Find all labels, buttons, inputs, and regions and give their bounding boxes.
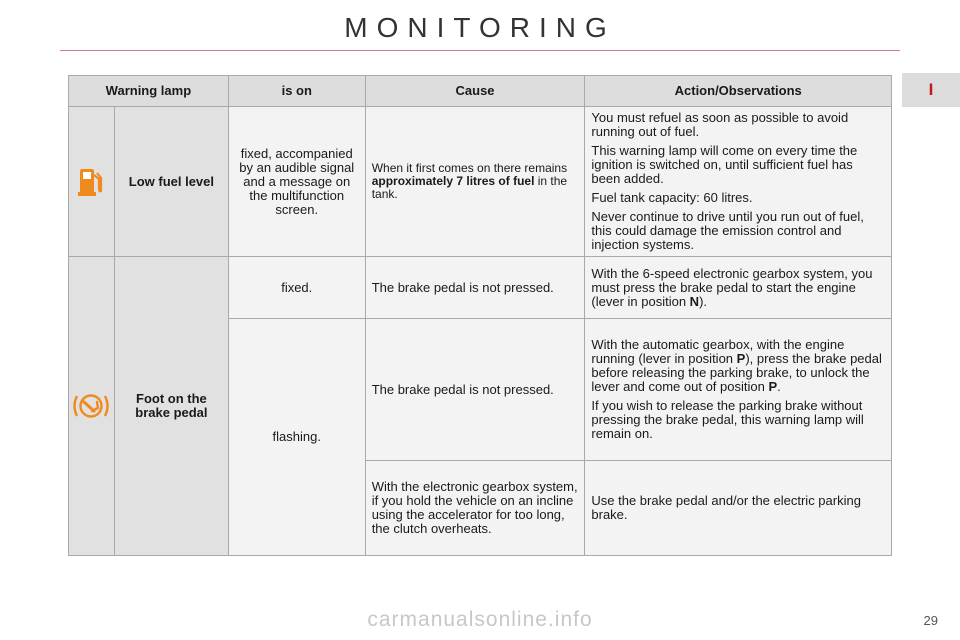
obs1-text-b: ), press the brake pedal before releasing the parking brake, to unlock the lever and come out of position — [591, 351, 882, 394]
foot-on-brake-icon — [70, 391, 113, 421]
brake-flashing-obs-1 — [591, 338, 885, 394]
brake-fixed-is-on: fixed. — [228, 257, 365, 319]
watermark: carmanualsonline.info — [367, 608, 593, 631]
low-fuel-name: Low fuel level — [114, 107, 228, 257]
fuel-pump-icon — [70, 167, 113, 197]
obs1-position-a: P — [736, 351, 746, 366]
low-fuel-lamp-cell — [69, 107, 115, 257]
brake-incline-cause: With the electronic gearbox system, if you hold the vehicle on an incline using the accelerator for too long, the clutch overheats. — [365, 461, 585, 556]
low-fuel-cause-end: in the tank. — [371, 174, 568, 201]
obs1-text-c: . — [777, 379, 781, 394]
brake-lamp-cell — [69, 257, 115, 556]
low-fuel-cause-amount: approximately 7 litres of fuel — [371, 174, 535, 188]
low-fuel-is-on: fixed, accompanied by an audible signal and a message on the multifunction screen. — [228, 107, 365, 257]
low-fuel-observations — [585, 107, 892, 257]
obs1-text-a: With the automatic gearbox, with the engine running (lever in position — [591, 337, 845, 366]
brake-flashing-observations — [585, 319, 892, 461]
obs1-position-b: P — [768, 379, 778, 394]
page-number: 29 — [923, 613, 938, 628]
brake-fixed-obs-text: With the 6-speed electronic gearbox system, you must press the brake pedal to start the engine (lever in position — [591, 265, 873, 309]
brake-flashing-cause: The brake pedal is not pressed. — [365, 319, 585, 461]
low-fuel-cause-text: When it first comes on there remains — [371, 161, 568, 175]
chapter-tab[interactable]: I — [902, 73, 960, 107]
brake-flashing-is-on: flashing. — [228, 319, 365, 556]
header-action: Action/Observations — [585, 76, 892, 107]
low-fuel-obs-4: Never continue to drive until you run out of fuel, this could damage the emission control and injection systems. — [591, 209, 864, 252]
brake-fixed-cause: The brake pedal is not pressed. — [365, 257, 585, 319]
header-is-on: is on — [228, 76, 365, 107]
table-header-row — [69, 76, 892, 107]
low-fuel-obs-2: This warning lamp will come on every time the ignition is switched on, until sufficient fuel has been added. — [591, 143, 858, 186]
low-fuel-obs-1: You must refuel as soon as possible to avoid running out of fuel. — [591, 110, 849, 139]
table-row-brake-fixed — [69, 257, 892, 319]
brake-name: Foot on the brake pedal — [114, 257, 228, 556]
low-fuel-cause — [365, 107, 585, 257]
brake-fixed-obs-position: N — [689, 293, 700, 309]
header-cause: Cause — [365, 76, 585, 107]
brake-fixed-obs-end: ). — [699, 293, 708, 309]
brake-incline-observation: Use the brake pedal and/or the electric parking brake. — [585, 461, 892, 556]
page-title: MONITORING — [344, 12, 616, 43]
brake-flashing-obs-2: If you wish to release the parking brake without pressing the brake pedal, this warning lamp will remain on. — [591, 398, 864, 441]
header-warning-lamp: Warning lamp — [69, 76, 229, 107]
title-rule — [60, 50, 900, 51]
low-fuel-obs-3: Fuel tank capacity: 60 litres. — [591, 190, 753, 205]
brake-fixed-observation — [585, 257, 892, 319]
table-row-low-fuel — [69, 107, 892, 257]
warning-lamp-table — [68, 75, 892, 556]
